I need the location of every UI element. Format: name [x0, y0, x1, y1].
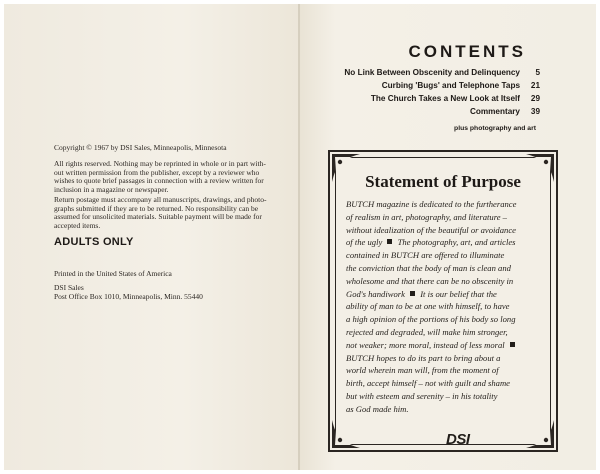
- purpose-line: world wherein man will, from the moment of: [346, 365, 499, 376]
- purpose-line: of the ugly The photography, art, and articles: [346, 237, 516, 248]
- square-bullet-icon: [510, 342, 515, 347]
- rights-line: inclusion in a magazine or newspaper.: [54, 184, 169, 194]
- purpose-title: Statement of Purpose: [365, 172, 521, 191]
- corner-ornament-icon: [526, 420, 554, 448]
- purpose-line: of realism in art, photography, and literature –: [346, 211, 507, 222]
- purpose-line: without idealization of the beautiful or avoidance: [346, 224, 516, 235]
- printed-in-line: Printed in the United States of America: [54, 269, 172, 278]
- purpose-line: ability of man to be at one with himself, to have: [346, 301, 510, 312]
- toc-page: 29: [530, 94, 540, 103]
- purpose-line: wholesome and that there can be no obscenity in: [346, 275, 514, 286]
- return-line: accepted items.: [54, 220, 101, 230]
- toc-entry: [344, 94, 540, 107]
- toc-entry: [344, 107, 540, 120]
- dsi-logo: DSI: [446, 431, 470, 448]
- return-line: Return postage must accompany all manuscripts, drawings, and photo-: [54, 195, 267, 204]
- address-line: Post Office Box 1010, Minneapolis, Minn. 55440: [54, 291, 203, 301]
- purpose-body: [346, 198, 542, 448]
- purpose-line: but with esteem and serenity – in his totality: [346, 390, 498, 401]
- toc-entry: [344, 68, 540, 81]
- rights-line: All rights reserved. Nothing may be reprinted in whole or in part with-: [54, 159, 266, 168]
- square-bullet-icon: [410, 291, 415, 296]
- copyright-line: Copyright © 1967 by DSI Sales, Minneapolis, Minnesota: [54, 143, 227, 152]
- return-line: graphs submitted if they are to be returned. No responsibility can be: [54, 203, 259, 213]
- table-of-contents: [344, 68, 540, 120]
- purpose-line: God's handiwork It is our belief that the: [346, 288, 497, 299]
- corner-ornament-icon: [332, 420, 360, 448]
- left-page: [4, 4, 300, 470]
- return-postage-notice: [54, 196, 286, 230]
- right-page: [300, 4, 596, 470]
- purpose-line: a high opinion of the portions of his body so long: [346, 314, 516, 325]
- return-line: assumed for unsolicited materials. Suitable payment will be made for: [54, 212, 262, 222]
- purpose-line: not weaker; more moral, instead of less moral: [346, 339, 542, 352]
- toc-title: The Church Takes a New Look at Itself: [370, 94, 520, 103]
- contents-heading: CONTENTS: [408, 42, 526, 61]
- purpose-line: as God made him.: [346, 403, 409, 414]
- purpose-line: BUTCH hopes to do its part to bring about a: [346, 352, 501, 363]
- purpose-line: birth, accept himself – not with guilt and shame: [346, 378, 510, 389]
- toc-page: 39: [530, 107, 540, 116]
- adults-only-label: ADULTS ONLY: [54, 236, 134, 248]
- toc-page: 5: [535, 68, 540, 77]
- address-line: DSI Sales: [54, 283, 84, 292]
- purpose-line: contained in BUTCH are offered to illuminate: [346, 250, 505, 261]
- square-bullet-icon: [387, 239, 392, 244]
- publisher-address: [54, 284, 203, 301]
- toc-entry: [344, 81, 540, 94]
- toc-page: 21: [530, 81, 540, 90]
- copyright-notice: [54, 144, 284, 153]
- statement-of-purpose-frame: [328, 150, 558, 452]
- plus-note: plus photography and art: [454, 125, 536, 132]
- toc-title: No Link Between Obscenity and Delinquency: [344, 68, 520, 77]
- toc-title: Curbing 'Bugs' and Telephone Taps: [381, 81, 520, 90]
- rights-notice: [54, 160, 286, 194]
- purpose-line: the conviction that the body of man is clean and: [346, 262, 511, 273]
- purpose-line: rejected and degraded, will make him stronger,: [346, 326, 508, 337]
- rights-line: wishes to quote brief passages in connection with a review written for: [54, 176, 264, 186]
- booklet-spread: [4, 4, 596, 470]
- rights-line: out written permission from the publisher, except by a reviewer who: [54, 167, 260, 177]
- purpose-line: BUTCH magazine is dedicated to the furtherance: [346, 199, 517, 209]
- toc-title: Commentary: [469, 107, 520, 116]
